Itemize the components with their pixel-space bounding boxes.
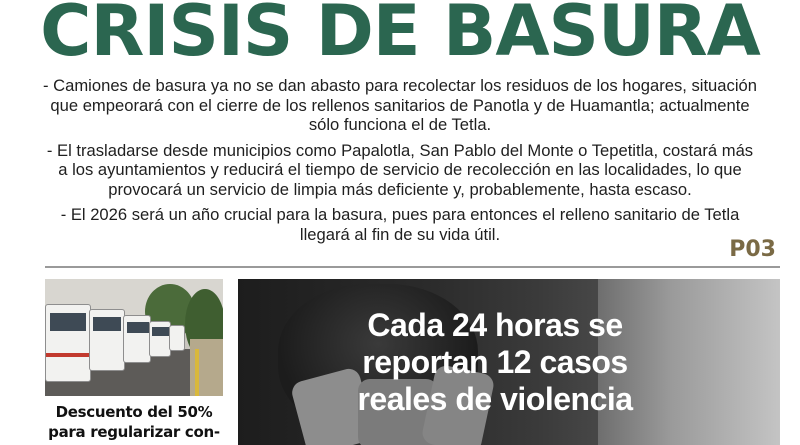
garbage-truck xyxy=(45,304,91,382)
truck-window xyxy=(152,327,169,336)
truck-window xyxy=(127,322,149,333)
summary-bullets xyxy=(40,76,760,250)
truck-stripe xyxy=(46,353,92,357)
section-divider xyxy=(45,266,780,268)
garbage-trucks-photo[interactable] xyxy=(45,279,223,396)
garbage-truck xyxy=(89,309,125,371)
main-headline: CRISIS DE BASURA xyxy=(40,0,760,72)
garbage-truck xyxy=(149,321,171,357)
page-reference: P03 xyxy=(729,237,776,262)
bullet-item: - El trasladarse desde municipios como Papalotla, San Pablo del Monte o Tepetitla, costará más a los ayuntamientos y reducirá el tiempo de servicio de recolección en las localidades, lo que provocará un servicio de limpia más deficiente y, probablemente, hasta escaso. xyxy=(46,140,754,199)
feature-headline[interactable]: Cada 24 horas se reportan 12 casos reales de violencia xyxy=(357,307,633,417)
side-story-headline[interactable]: Descuento del 50% para regularizar con- xyxy=(48,403,220,441)
bullet-item: - Camiones de basura ya no se dan abasto para recolectar los residuos de los hogares, situación que empeorará con el cierre de los rellenos sanitarios de Panotla y de Huamantla; actualmente sólo funciona el de Tetla. xyxy=(43,76,757,134)
curb xyxy=(195,349,199,396)
garbage-truck xyxy=(169,325,185,351)
truck-window xyxy=(50,313,86,331)
truck-window xyxy=(93,317,121,331)
bullet-item: - El 2026 será un año crucial para la basura, pues para entonces el relleno sanitario de Tetla llegará al fin de su vida útil. xyxy=(60,205,740,244)
garbage-truck xyxy=(123,315,151,363)
